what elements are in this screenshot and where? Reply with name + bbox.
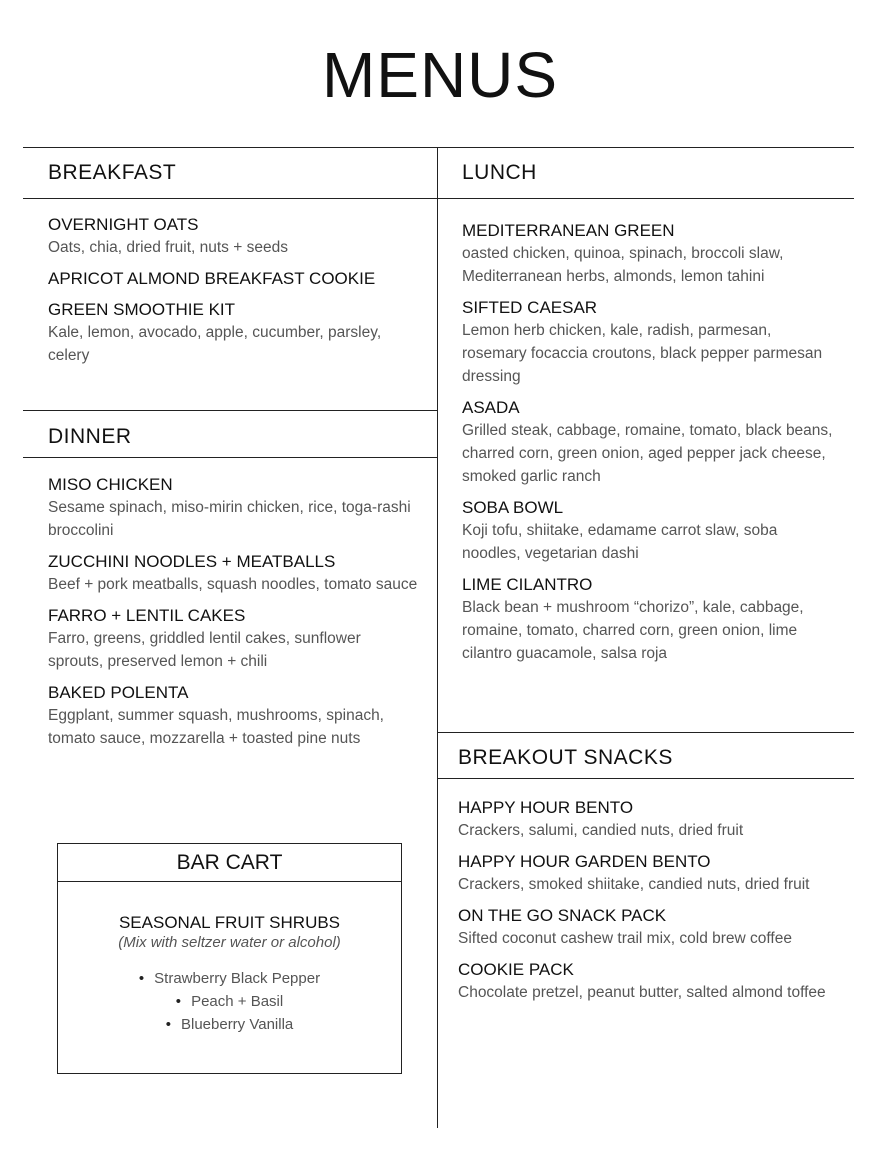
- item-description: Crackers, salumi, candied nuts, dried fruit: [458, 822, 744, 839]
- item-description: Black bean + mushroom “chorizo”, kale, cabbage, romaine, tomato, charred corn, green onion, lime cilantro guacamole, salsa roja: [462, 599, 804, 662]
- list-item: • Blueberry Vanilla: [58, 1013, 401, 1036]
- item-description: Grilled steak, cabbage, romaine, tomato, black beans, charred corn, green onion, aged pepper jack cheese, smoked garlic ranch: [462, 422, 833, 485]
- item-description: Kale, lemon, avocado, apple, cucumber, parsley, celery: [48, 324, 382, 364]
- item-description: Farro, greens, griddled lentil cakes, sunflower sprouts, preserved lemon + chili: [48, 630, 361, 670]
- item-description: Chocolate pretzel, peanut butter, salted almond toffee: [458, 984, 826, 1001]
- item-name: HAPPY HOUR GARDEN BENTO: [458, 852, 711, 871]
- menu-item: [458, 851, 834, 896]
- bar-cart-box: [57, 843, 402, 1074]
- list-item: • Strawberry Black Pepper: [58, 967, 401, 990]
- menu-item: [48, 214, 418, 259]
- menu-item: [458, 959, 834, 1004]
- item-description: Koji tofu, shiitake, edamame carrot slaw, soba noodles, vegetarian dashi: [462, 522, 778, 562]
- menu-item: [462, 220, 834, 288]
- dinner-top-divider: [23, 410, 437, 411]
- item-name: SIFTED CAESAR: [462, 298, 598, 317]
- item-name: LIME CILANTRO: [462, 575, 593, 594]
- top-divider: [23, 147, 854, 148]
- item-description: Oats, chia, dried fruit, nuts + seeds: [48, 239, 288, 256]
- item-description: Lemon herb chicken, kale, radish, parmesan, rosemary focaccia croutons, black pepper parmesan dressing: [462, 322, 823, 385]
- item-name: ZUCCHINI NOODLES + MEATBALLS: [48, 552, 336, 571]
- shrub-list: [58, 967, 401, 1036]
- menu-item: [48, 474, 418, 542]
- item-description: Beef + pork meatballs, squash noodles, tomato sauce: [48, 576, 418, 593]
- breakfast-header-divider: [23, 198, 437, 199]
- menu-item: [48, 605, 418, 673]
- column-divider: [437, 147, 438, 1128]
- snacks-list: [458, 797, 834, 1013]
- item-name: FARRO + LENTIL CAKES: [48, 606, 246, 625]
- menu-item: [458, 905, 834, 950]
- item-name: GREEN SMOOTHIE KIT: [48, 300, 236, 319]
- item-name: SOBA BOWL: [462, 498, 564, 517]
- dinner-list: [48, 474, 418, 759]
- menu-item: [462, 497, 834, 565]
- item-name: MISO CHICKEN: [48, 475, 173, 494]
- shrub-note: (Mix with seltzer water or alcohol): [118, 934, 341, 951]
- item-name: ON THE GO SNACK PACK: [458, 906, 667, 925]
- item-name: BAKED POLENTA: [48, 683, 189, 702]
- menu-item: [462, 397, 834, 488]
- breakfast-list: [48, 214, 418, 376]
- menu-item: [48, 299, 418, 367]
- dinner-header-divider: [23, 457, 437, 458]
- snacks-header-divider: [438, 778, 854, 779]
- snacks-heading: BREAKOUT SNACKS: [458, 746, 673, 769]
- shrub-title: SEASONAL FRUIT SHRUBS: [118, 913, 341, 932]
- item-name: COOKIE PACK: [458, 960, 574, 979]
- item-name: ASADA: [462, 398, 520, 417]
- page-title: MENUS: [321, 39, 559, 111]
- item-name: APRICOT ALMOND BREAKFAST COOKIE: [48, 269, 376, 288]
- item-description: Eggplant, summer squash, mushrooms, spinach, tomato sauce, mozzarella + toasted pine nuts: [48, 707, 384, 747]
- item-description: Crackers, smoked shiitake, candied nuts, dried fruit: [458, 876, 810, 893]
- dinner-heading: DINNER: [48, 425, 132, 448]
- item-description: Sifted coconut cashew trail mix, cold brew coffee: [458, 930, 792, 947]
- bar-cart-heading: BAR CART: [58, 844, 401, 882]
- lunch-list: [462, 220, 834, 674]
- snacks-top-divider: [438, 732, 854, 733]
- menu-item: [462, 297, 834, 388]
- menu-item: [48, 682, 418, 750]
- item-description: oasted chicken, quinoa, spinach, broccoli slaw, Mediterranean herbs, almonds, lemon tahini: [462, 245, 784, 285]
- menu-item: [458, 797, 834, 842]
- menu-item: [462, 574, 834, 665]
- item-name: MEDITERRANEAN GREEN: [462, 221, 675, 240]
- item-name: HAPPY HOUR BENTO: [458, 798, 634, 817]
- lunch-header-divider: [438, 198, 854, 199]
- breakfast-heading: BREAKFAST: [48, 161, 177, 184]
- menu-item: [48, 268, 418, 290]
- item-name: OVERNIGHT OATS: [48, 215, 199, 234]
- lunch-heading: LUNCH: [462, 161, 537, 184]
- list-item: • Peach + Basil: [58, 990, 401, 1013]
- item-description: Sesame spinach, miso-mirin chicken, rice, toga-rashi broccolini: [48, 499, 411, 539]
- menu-item: [48, 551, 418, 596]
